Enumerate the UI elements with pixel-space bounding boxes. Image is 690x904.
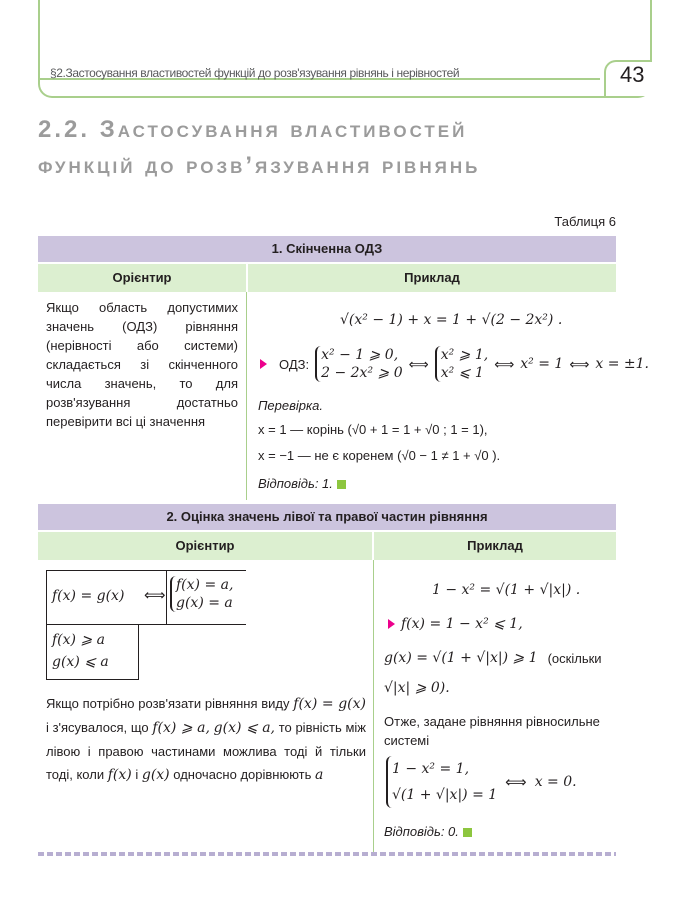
end-square-icon — [463, 828, 472, 837]
block2-rule-text — [46, 692, 366, 787]
final-sys-a: 1 − x² = 1, — [392, 761, 470, 777]
equiv-arrow-icon: ⟺ — [144, 587, 166, 604]
marker-pink-icon — [388, 619, 395, 629]
final-system-brace — [386, 756, 497, 808]
check-line-1: x = 1 — корінь (√0 + 1 = 1 + √0 ; 1 = 1), — [258, 422, 488, 437]
end-square-icon — [337, 480, 346, 489]
scheme-sys-a: f(x) = a, — [176, 577, 234, 593]
rule-math-2: f(x) ⩾ a, — [152, 720, 210, 736]
scheme-system — [170, 576, 233, 612]
block2-scheme — [46, 570, 246, 680]
scheme-cond-b: g(x) ⩽ a — [52, 654, 109, 670]
final-sys-b: √(1 + √|x|) = 1 — [392, 787, 498, 803]
bottom-dashed-rule — [38, 852, 616, 856]
odz-sys2-b: x² ⩽ 1 — [440, 365, 484, 381]
estimate-3: √|x| ⩾ 0). — [384, 680, 450, 696]
odz-system-1 — [315, 346, 403, 382]
section-title-line1: 2.2. Застосування властивостей — [38, 116, 468, 143]
estimate-2-text: g(x) = √(1 + √|x|) ⩾ 1 — [384, 650, 538, 666]
odz-sys1-b: 2 − 2x² ⩾ 0 — [321, 365, 403, 381]
final-sys-result: x = 0. — [534, 774, 577, 790]
block1-rule-text: Якщо область допустимих значень (ОДЗ) рівняння (нерівності або системи) складається зі скінченного числа значень, то для розв'язування достатньо перевірити всі ці значення — [46, 300, 238, 429]
block2-col-left: Орієнтир — [38, 532, 372, 560]
block2-equation: 1 − x² = √(1 + √|x|) . — [432, 582, 581, 598]
rule-math-4: f(x) — [107, 767, 132, 783]
odz-end: x = ±1. — [595, 356, 650, 372]
equiv-arrow-icon: ⟺ — [569, 355, 590, 372]
block1-answer — [258, 476, 346, 491]
rule-text-1: Якщо потрібно розв'язати рівняння виду — [46, 696, 290, 711]
estimate-2-note: (оскільки — [547, 650, 602, 666]
rule-math-6: a — [315, 767, 324, 783]
odz-sys2-a: x² ⩾ 1, — [440, 347, 489, 363]
estimate-1-text: f(x) = 1 − x² ⩽ 1, — [401, 616, 523, 632]
scheme-left: f(x) = g(x) — [52, 588, 125, 604]
scheme-cond-a: f(x) ⩾ a — [52, 632, 105, 648]
block1-odz — [260, 340, 649, 388]
rule-text-3: то рівність між лівою і правою частинами можлива тоді й тільки тоді, коли — [46, 720, 366, 782]
odz-label: ОДЗ: — [279, 356, 310, 372]
odz-sys1-a: x² − 1 ⩾ 0, — [321, 347, 399, 363]
equiv-arrow-icon: ⟺ — [408, 355, 429, 372]
running-head: §2.Застосування властивостей функцій до розв'язування рівнянь і нерівностей — [50, 66, 460, 80]
marker-pink-icon — [260, 359, 267, 369]
table-caption: Таблиця 6 — [554, 214, 616, 229]
odz-mid: x² = 1 — [520, 356, 564, 372]
block2-title: 2. Оцінка значень лівої та правої частин рівняння — [38, 504, 616, 530]
equiv-arrow-icon: ⟺ — [494, 355, 515, 372]
block1-col-left: Орієнтир — [38, 264, 246, 292]
rule-text-4: і — [135, 767, 139, 782]
rule-text-5: одночасно дорівнюють — [173, 767, 312, 782]
estimate-1 — [388, 616, 523, 632]
equiv-arrow-icon: ⟺ — [505, 774, 527, 791]
section-title-line2: функцій до розв’язування рівнянь — [38, 152, 481, 179]
section-title — [38, 112, 638, 184]
block2-divider — [373, 560, 374, 852]
odz-system-2 — [435, 346, 489, 382]
rule-math-3: g(x) ⩽ a, — [213, 720, 276, 736]
estimate-2 — [384, 650, 602, 666]
check-line-2: x = −1 — не є коренем (√0 − 1 ≠ 1 + √0 ). — [258, 448, 501, 463]
page-frame — [38, 0, 652, 98]
rule-math-1: f(x) = g(x) — [293, 696, 366, 712]
page-number: 43 — [620, 62, 645, 87]
block1-equation: √(x² − 1) + x = 1 + √(2 − 2x²) . — [340, 312, 563, 328]
check-label: Перевірка. — [258, 398, 323, 413]
final-system — [386, 756, 577, 808]
block1-divider — [246, 292, 247, 500]
block1-title: 1. Скінченна ОДЗ — [38, 236, 616, 262]
block2-col-right: Приклад — [374, 532, 616, 560]
block2-answer-text: Відповідь: 0. — [384, 824, 459, 839]
rule-math-5: g(x) — [141, 767, 170, 783]
block1-answer-text: Відповідь: 1. — [258, 476, 333, 491]
block2-conclusion: Отже, задане рівняння рівносильне системі — [384, 714, 600, 748]
rule-text-2: і з'ясувалося, що — [46, 720, 149, 735]
block2-answer — [384, 824, 472, 839]
block1-col-right: Приклад — [248, 264, 616, 292]
scheme-sys-b: g(x) = a — [176, 595, 233, 611]
